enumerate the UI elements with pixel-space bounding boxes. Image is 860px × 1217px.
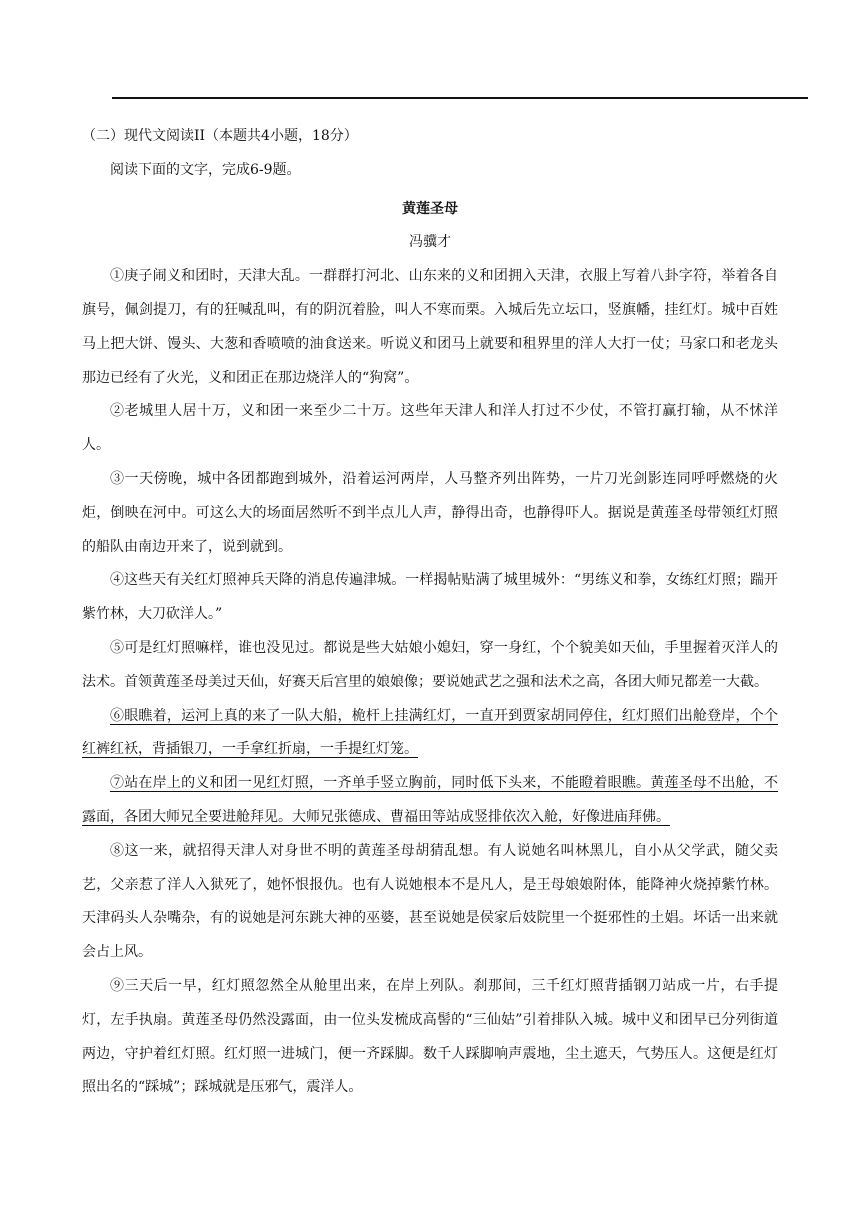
reading-section <box>82 120 778 1105</box>
paragraph-5: ⑤可是红灯照嘛样，谁也没见过。都说是些大姑娘小媳妇，穿一身红，个个貌美如天仙，手里握着灭洋人的法术。首领黄莲圣母美过天仙，好赛天后宫里的娘娘像；要说她武艺之强和法术之高，各团大师兄都差一大截。 <box>82 639 778 690</box>
paragraph-1: ①庚子闹义和团时，天津大乱。一群群打河北、山东来的义和团拥入天津，衣服上写着八卦字符，举着各自旗号，佩剑提刀，有的狂喊乱叫，有的阴沉着脸，叫人不寒而栗。入城后先立坛口，竖旗幡，挂红灯。城中百姓马上把大饼、馒头、大葱和香喷喷的油食送来。听说义和团马上就要和租界里的洋人大打一仗；马家口和老龙头那边已经有了火光，义和团正在那边烧洋人的“狗窝”。 <box>82 268 778 386</box>
paragraph-8: ⑧这一来，就招得天津人对身世不明的黄莲圣母胡猜乱想。有人说她名叫林黑儿，自小从父学武，随父卖艺，父亲惹了洋人入狱死了，她怀恨报仇。也有人说她根本不是凡人，是王母娘娘附体，能降神火烧掉紫竹林。天津码头人杂嘴杂，有的说她是河东跳大神的巫婆，甚至说她是侯家后妓院里一个挺邪性的土娼。坏话一出来就会占上风。 <box>82 842 778 961</box>
article-author: 冯骥才 <box>409 234 451 251</box>
paragraph-6-underlined: ⑥眼瞧着，运河上真的来了一队大船，桅杆上挂满红灯，一直开到贾家胡同停住，红灯照们出舱登岸，个个红裤红袄，背插银刀，一手拿红折扇，一手提红灯笼。 <box>82 707 778 758</box>
paragraph-9: ⑨三天后一早，红灯照忽然全从舱里出来，在岸上列队。刹那间，三千红灯照背插钢刀站成一片，右手提灯，左手执扇。黄莲圣母仍然没露面，由一位头发梳成高髻的“三仙姑”引着排队入城。城中义和团早已分列街道两边，守护着红灯照。红灯照一进城门，便一齐踩脚。数千人踩脚响声震地，尘土遮天，气势压人。这便是红灯照出名的“踩城”；踩城就是压邪气，震洋人。 <box>82 977 778 1096</box>
paragraph-4: ④这些天有关红灯照神兵天降的消息传遍津城。一样揭帖贴满了城里城外：“男练义和拳，女练红灯照；踹开紫竹林，大刀砍洋人。” <box>82 572 778 623</box>
paragraph-2: ②老城里人居十万，义和团一来至少二十万。这些年天津人和洋人打过不少仗，不管打赢打输，从不怵洋人。 <box>82 403 778 454</box>
article-title: 黄莲圣母 <box>402 200 458 217</box>
section-title: （二）现代文阅读II（本题共4小题，18分） <box>82 128 358 144</box>
paragraph-3: ③一天傍晚，城中各团都跑到城外，沿着运河两岸，人马整齐列出阵势，一片刀光剑影连同呼呼燃烧的火炬，倒映在河中。可这么大的场面居然听不到半点儿人声，静得出奇，也静得吓人。据说是黄莲圣母带领红灯照的船队由南边开来了，说到就到。 <box>82 470 778 555</box>
paragraph-7-underlined: ⑦站在岸上的义和团一见红灯照，一齐单手竖立胸前，同时低下头来，不能瞪着眼瞧。黄莲圣母不出舱，不露面，各团大师兄全要进舱拜见。大师兄张德成、曹福田等站成竖排依次入舱，好像进庙拜佛。 <box>82 775 778 825</box>
instruction: 阅读下面的文字，完成6-9题。 <box>110 161 301 178</box>
top-rule <box>112 97 808 99</box>
